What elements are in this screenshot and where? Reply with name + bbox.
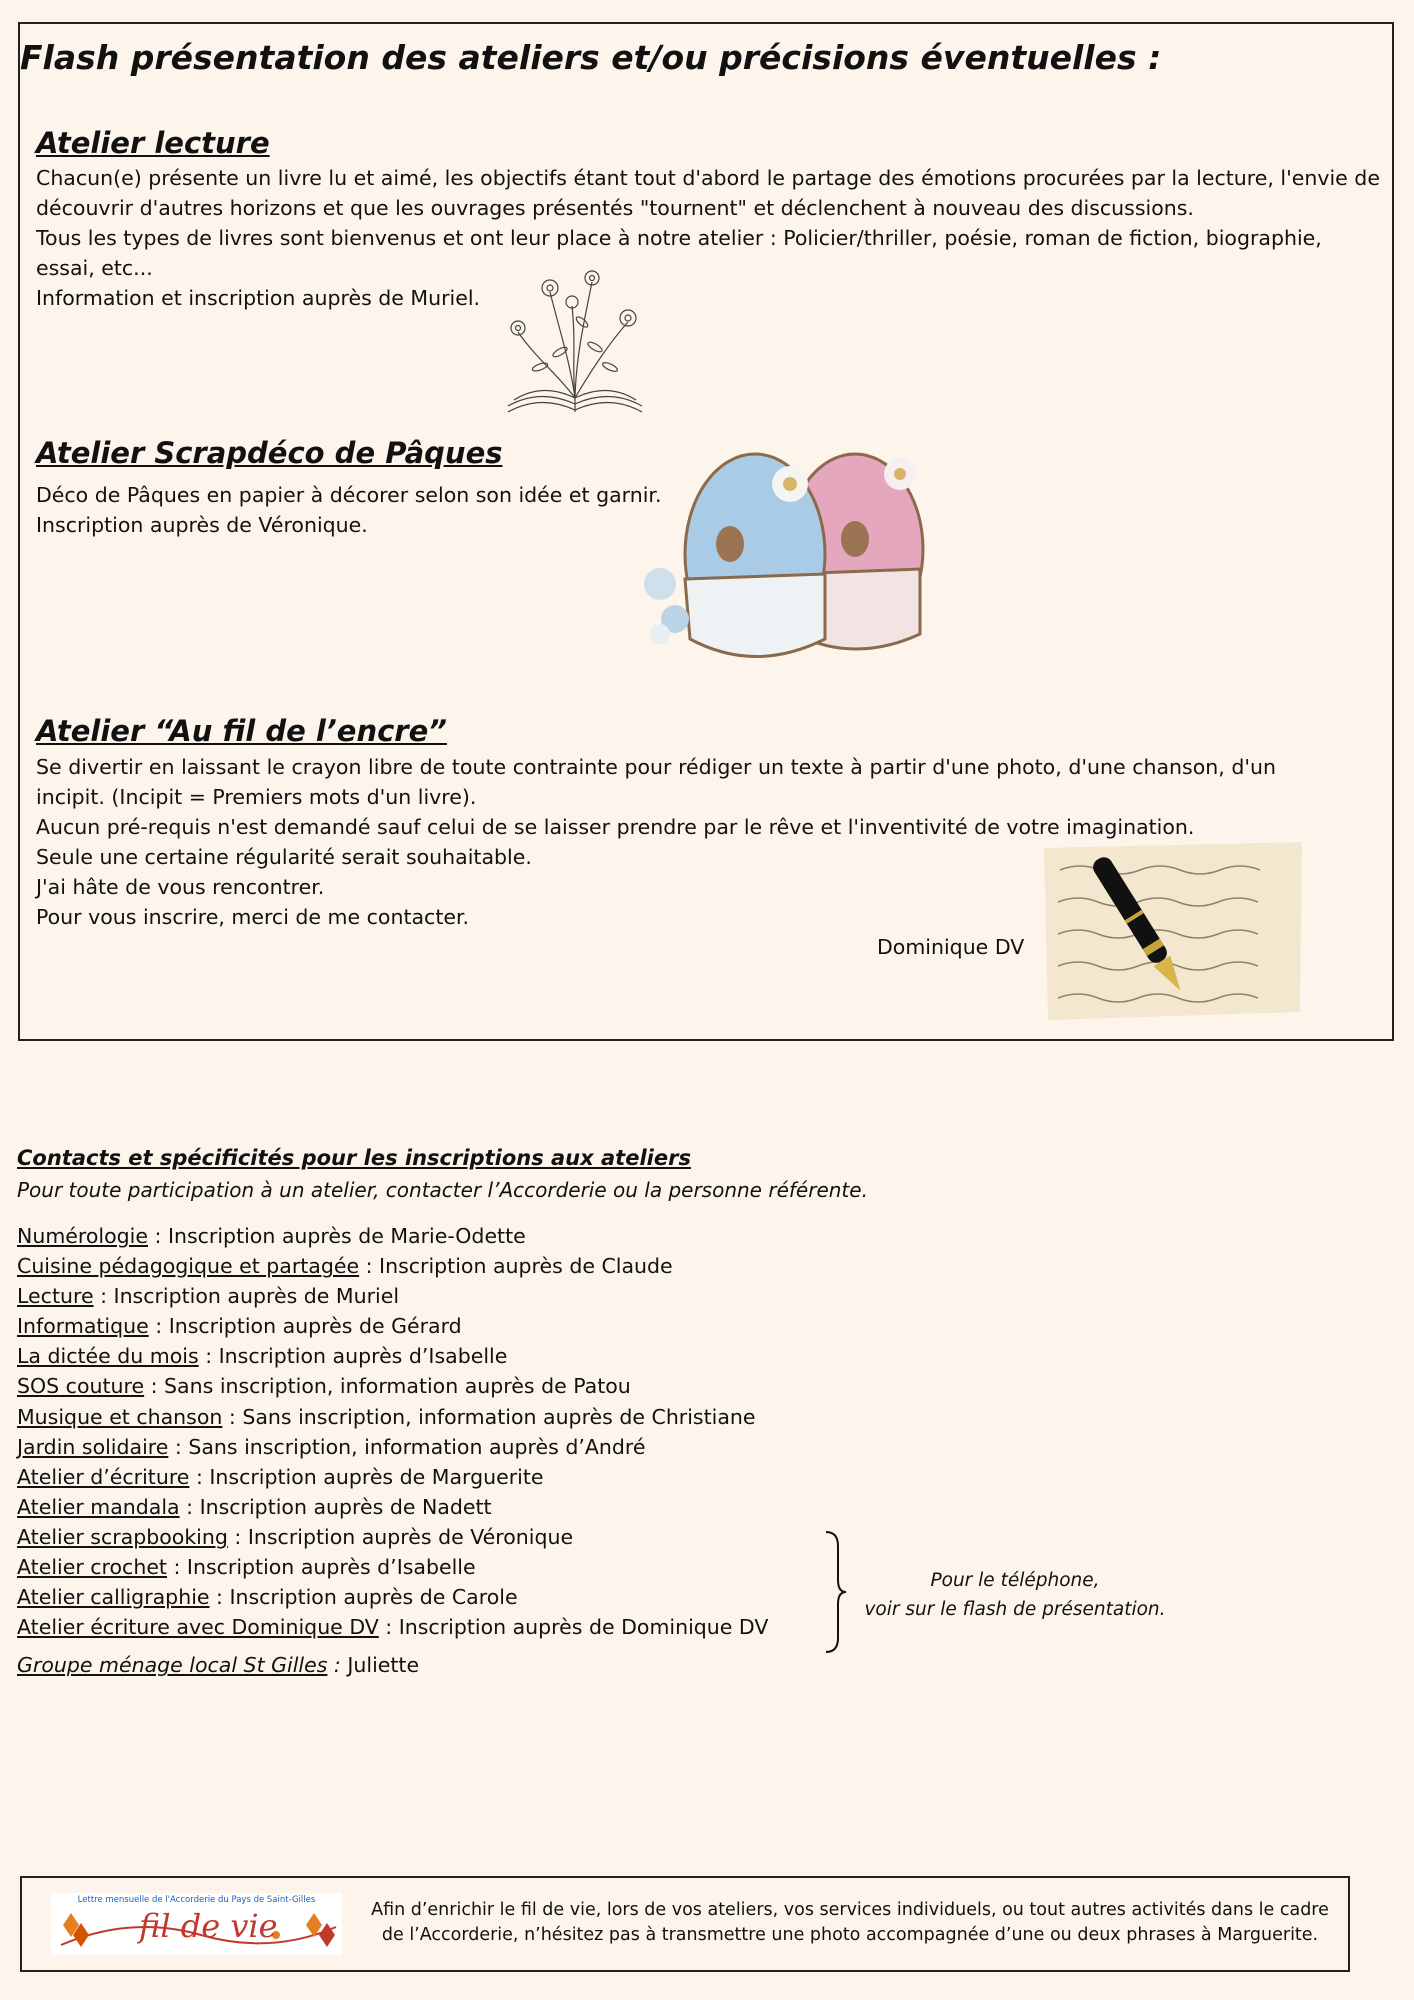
logo-caption: Lettre mensuelle de l'Accorderie du Pays de Saint-Gilles [77,1895,316,1905]
scrap-text [36,480,716,540]
group-detail: Juliette [340,1653,420,1677]
workshop-detail: : Inscription auprès de Nadett [179,1494,492,1519]
list-item [17,1462,768,1492]
workshop-name: Atelier crochet [17,1555,167,1580]
encre-title: Atelier “Au fil de l’encre” [36,714,447,748]
workshop-detail: : Sans inscription, information auprès de Patou [144,1374,631,1399]
contacts-title: Contacts et spécificités pour les inscriptions aux ateliers [17,1146,691,1170]
workshop-name: Atelier scrapbooking [17,1524,228,1549]
workshop-name: Lecture [17,1284,94,1309]
encre-p4: J'ai hâte de vous rencontrer. [36,875,325,899]
footer-line-1: Afin d’enrichir le fil de vie, lors de vos ateliers, vos services individuels, ou tout autres activités dans le cadre [371,1900,1329,1920]
workshop-detail: : Sans inscription, information auprès de Christiane [222,1404,756,1429]
encre-p5: Pour vous inscrire, merci de me contacter. [36,905,470,929]
book-flowers-illustration [500,262,650,420]
lecture-p1: Chacun(e) présente un livre lu et aimé, les objectifs étant tout d'abord le partage des émotions procurées par la lecture, l'envie de découvrir d'autres horizons et que les ouvrages présentés "tournent" et déclenchent à nouveau des discussions. [36,166,1380,220]
workshop-detail: : Inscription auprès de Véronique [227,1524,574,1549]
workshop-name: Atelier écriture avec Dominique DV [17,1615,379,1640]
list-item [17,1251,768,1281]
curly-brace-icon [822,1530,848,1654]
easter-eggs-illustration [630,444,930,674]
list-item [17,1432,768,1462]
list-item [17,1221,768,1251]
workshop-name: Jardin solidaire [17,1434,169,1459]
workshop-detail: : Inscription auprès de Carole [209,1585,518,1610]
fountain-pen-illustration [1040,840,1306,1020]
list-item [17,1341,768,1371]
list-item [17,1371,768,1401]
encre-p1: Se divertir en laissant le crayon libre de toute contrainte pour rédiger un texte à partir d'une photo, d'une chanson, d'un incipit. (Incipit = Premiers mots d'un livre). [36,755,1276,809]
contacts-subtitle: Pour toute participation à un atelier, contacter l’Accorderie ou la personne référente. [17,1178,868,1202]
list-item [17,1522,768,1552]
list-item [17,1311,768,1341]
fil-de-vie-logo [51,1893,342,1955]
workshop-detail: : Inscription auprès de Dominique DV [378,1615,769,1640]
footer-line-2: de l’Accorderie, n’hésitez pas à transmettre une photo accompagnée d’une ou deux phrases à Marguerite. [381,1925,1319,1945]
list-item [17,1492,768,1522]
workshop-detail: : Inscription auprès de Gérard [148,1314,462,1339]
workshop-name: Cuisine pédagogique et partagée [17,1254,360,1279]
workshop-detail: : Inscription auprès de Claude [359,1254,673,1279]
page-title: Flash présentation des ateliers et/ou précisions éventuelles : [20,38,1162,77]
workshop-name: Numérologie [17,1224,148,1248]
workshop-detail: : Inscription auprès d’Isabelle [198,1344,508,1369]
workshop-name: Atelier calligraphie [17,1585,210,1610]
footer-text [370,1898,1330,1948]
workshop-detail: : Inscription auprès de Marie-Odette [148,1224,526,1248]
workshop-name: Musique et chanson [17,1404,223,1429]
signature: Dominique DV [877,935,1025,959]
workshop-detail: : Inscription auprès d’Isabelle [166,1555,476,1580]
workshop-name: Atelier mandala [17,1494,180,1519]
contact-list [17,1221,768,1642]
lecture-p2: Tous les types de livres sont bienvenus et ont leur place à notre atelier : Policier/thriller, poésie, roman de fiction, biographie, essai, etc... [36,226,1322,280]
logo-text: fil de vie [139,1907,278,1945]
phone-note [850,1566,1180,1624]
lecture-text [36,163,1386,313]
workshop-detail: : Sans inscription, information auprès d’André [168,1434,646,1459]
scrap-p2: Inscription auprès de Véronique. [36,513,368,537]
scrap-title: Atelier Scrapdéco de Pâques [36,436,503,470]
workshop-name: Informatique [17,1314,149,1339]
list-item [17,1552,768,1582]
scrap-p1: Déco de Pâques en papier à décorer selon son idée et garnir. [36,483,662,507]
workshop-detail: : Inscription auprès de Marguerite [189,1464,544,1489]
encre-p2: Aucun pré-requis n'est demandé sauf celui de se laisser prendre par le rêve et l'inventivité de votre imagination. [36,815,1195,839]
lecture-title: Atelier lecture [36,126,270,160]
group-separator: : [327,1653,341,1677]
list-item [17,1402,768,1432]
group-name: Groupe ménage local St Gilles [17,1653,328,1677]
list-item [17,1582,768,1612]
list-item [17,1612,768,1642]
group-menage-line [17,1653,419,1677]
phone-note-line-2: voir sur le flash de présentation. [864,1599,1166,1620]
lecture-p3: Information et inscription auprès de Muriel. [36,286,481,310]
workshop-detail: : Inscription auprès de Muriel [93,1284,400,1309]
list-item [17,1281,768,1311]
workshop-name: Atelier d’écriture [17,1464,190,1489]
encre-p3: Seule une certaine régularité serait souhaitable. [36,845,532,869]
workshop-name: La dictée du mois [17,1344,199,1369]
phone-note-line-1: Pour le téléphone, [930,1570,1100,1591]
workshop-name: SOS couture [17,1374,145,1399]
